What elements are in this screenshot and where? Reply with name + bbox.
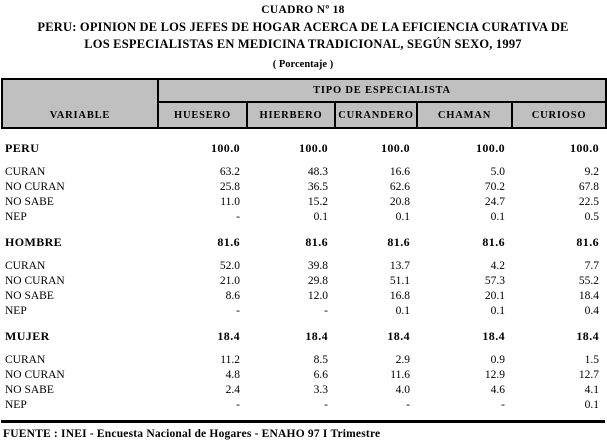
section-label-mujer: MUJER — [5, 329, 50, 343]
table-row — [1, 272, 605, 287]
table-row — [1, 178, 605, 193]
value-cell: 81.6 — [305, 235, 328, 249]
table-row — [1, 366, 605, 381]
section-total-row — [1, 129, 605, 163]
value-cell: 0.1 — [395, 211, 410, 223]
value-cell: 24.7 — [484, 196, 505, 208]
value-cell: 36.5 — [307, 181, 328, 193]
column-header-curandero: CURANDERO — [335, 102, 417, 128]
value-cell: 15.2 — [307, 196, 328, 208]
value-cell: 4.0 — [395, 384, 410, 396]
value-cell: 0.1 — [490, 305, 505, 317]
value-cell: 57.3 — [484, 275, 505, 287]
value-cell: 63.2 — [219, 166, 240, 178]
value-cell: 81.6 — [217, 235, 240, 249]
value-cell: - — [406, 399, 410, 411]
section-label-hombre: HOMBRE — [5, 235, 63, 249]
value-cell: 81.6 — [387, 235, 410, 249]
row-label: CURAN — [5, 354, 46, 366]
value-cell: - — [501, 399, 505, 411]
value-cell: 12.0 — [307, 290, 328, 302]
value-cell: 4.1 — [584, 384, 599, 396]
value-cell: 18.4 — [387, 329, 410, 343]
section-label-peru: PERU — [5, 141, 40, 155]
table-header — [1, 78, 607, 129]
column-header-chaman: CHAMAN — [417, 102, 512, 128]
row-label: NO SABE — [5, 384, 54, 396]
value-cell: 11.0 — [220, 196, 240, 208]
value-cell: 81.6 — [482, 235, 505, 249]
value-cell: 0.9 — [490, 354, 505, 366]
value-cell: 12.7 — [578, 369, 599, 381]
value-cell: 48.3 — [307, 166, 328, 178]
value-cell: 21.0 — [219, 275, 240, 287]
table-row — [1, 302, 605, 317]
table-row — [1, 257, 605, 272]
value-cell: 100.0 — [299, 141, 328, 155]
section-total-row — [1, 317, 605, 351]
table-row — [1, 287, 605, 302]
value-cell: 8.5 — [313, 354, 328, 366]
row-label: CURAN — [5, 166, 46, 178]
value-cell: 22.5 — [578, 196, 599, 208]
row-label: CURAN — [5, 260, 46, 272]
row-label: NO CURAN — [5, 275, 65, 287]
value-cell: 1.5 — [584, 354, 599, 366]
value-cell: 55.2 — [578, 275, 599, 287]
value-cell: 13.7 — [389, 260, 410, 272]
title-line-1: PERU: OPINION DE LOS JEFES DE HOGAR ACERCA DE LA EFICIENCIA CURATIVA DE — [37, 20, 569, 34]
value-cell: 4.8 — [225, 369, 240, 381]
value-cell: 4.2 — [490, 260, 505, 272]
value-cell: 18.4 — [482, 329, 505, 343]
value-cell: 18.4 — [578, 290, 599, 302]
value-cell: 0.5 — [584, 211, 599, 223]
variable-header-cell: VARIABLE — [2, 79, 158, 128]
table-body — [1, 129, 605, 411]
value-cell: 9.2 — [584, 166, 599, 178]
value-cell: 16.6 — [389, 166, 410, 178]
value-cell: 18.4 — [576, 329, 599, 343]
value-cell: 51.1 — [389, 275, 410, 287]
value-cell: 8.6 — [225, 290, 240, 302]
value-cell: - — [236, 211, 240, 223]
value-cell: - — [236, 305, 240, 317]
value-cell: 67.8 — [578, 181, 599, 193]
value-cell: 29.8 — [307, 275, 328, 287]
table-row — [1, 208, 605, 223]
row-label: NEP — [5, 305, 27, 317]
table-row — [1, 351, 605, 366]
value-cell: 100.0 — [570, 141, 599, 155]
column-header-huesero: HUESERO — [158, 102, 247, 128]
value-cell: 7.7 — [584, 260, 599, 272]
subtitle-porcentaje: ( Porcentaje ) — [272, 59, 334, 70]
row-label: NEP — [5, 399, 27, 411]
table-row — [1, 163, 605, 178]
value-cell: 18.4 — [217, 329, 240, 343]
value-cell: 52.0 — [219, 260, 240, 272]
row-label: NO CURAN — [5, 369, 65, 381]
value-cell: 0.1 — [584, 399, 599, 411]
value-cell: 20.8 — [389, 196, 410, 208]
row-label: NO CURAN — [5, 181, 65, 193]
table-row — [1, 193, 605, 208]
value-cell: 2.9 — [395, 354, 410, 366]
group-header-cell: TIPO DE ESPECIALISTA — [158, 79, 606, 102]
table-row — [1, 381, 605, 396]
value-cell: 12.9 — [484, 369, 505, 381]
value-cell: 81.6 — [576, 235, 599, 249]
value-cell: 0.1 — [490, 211, 505, 223]
value-cell: 100.0 — [476, 141, 505, 155]
column-header-curioso: CURIOSO — [512, 102, 606, 128]
value-cell: - — [236, 399, 240, 411]
value-cell: 0.4 — [584, 305, 599, 317]
row-label: NO SABE — [5, 196, 54, 208]
table-row — [1, 396, 605, 411]
title-block — [0, 0, 606, 70]
group-header-row — [2, 79, 606, 102]
source-note: FUENTE : INEI - Encuesta Nacional de Hogares - ENAHO 97 I Trimestre — [3, 428, 381, 440]
value-cell: - — [324, 305, 328, 317]
value-cell: 11.6 — [390, 369, 410, 381]
value-cell: 16.8 — [389, 290, 410, 302]
row-label: NEP — [5, 211, 27, 223]
cuadro-number: CUADRO Nº 18 — [261, 4, 345, 16]
title-line-2: LOS ESPECIALISTAS EN MEDICINA TRADICIONAL, SEGÚN SEXO, 1997 — [84, 37, 522, 51]
value-cell: 6.6 — [313, 369, 328, 381]
value-cell: 2.4 — [225, 384, 240, 396]
column-header-hierbero: HIERBERO — [247, 102, 335, 128]
value-cell: 100.0 — [211, 141, 240, 155]
value-cell: 18.4 — [305, 329, 328, 343]
value-cell: 0.1 — [395, 305, 410, 317]
value-cell: 20.1 — [484, 290, 505, 302]
value-cell: 0.1 — [313, 211, 328, 223]
value-cell: 25.8 — [219, 181, 240, 193]
value-cell: 5.0 — [490, 166, 505, 178]
value-cell: 4.6 — [490, 384, 505, 396]
value-cell: 70.2 — [484, 181, 505, 193]
row-label: NO SABE — [5, 290, 54, 302]
value-cell: 100.0 — [381, 141, 410, 155]
value-cell: - — [324, 399, 328, 411]
value-cell: 11.2 — [220, 354, 240, 366]
value-cell: 3.3 — [313, 384, 328, 396]
value-cell: 39.8 — [307, 260, 328, 272]
section-total-row — [1, 223, 605, 257]
value-cell: 62.6 — [389, 181, 410, 193]
